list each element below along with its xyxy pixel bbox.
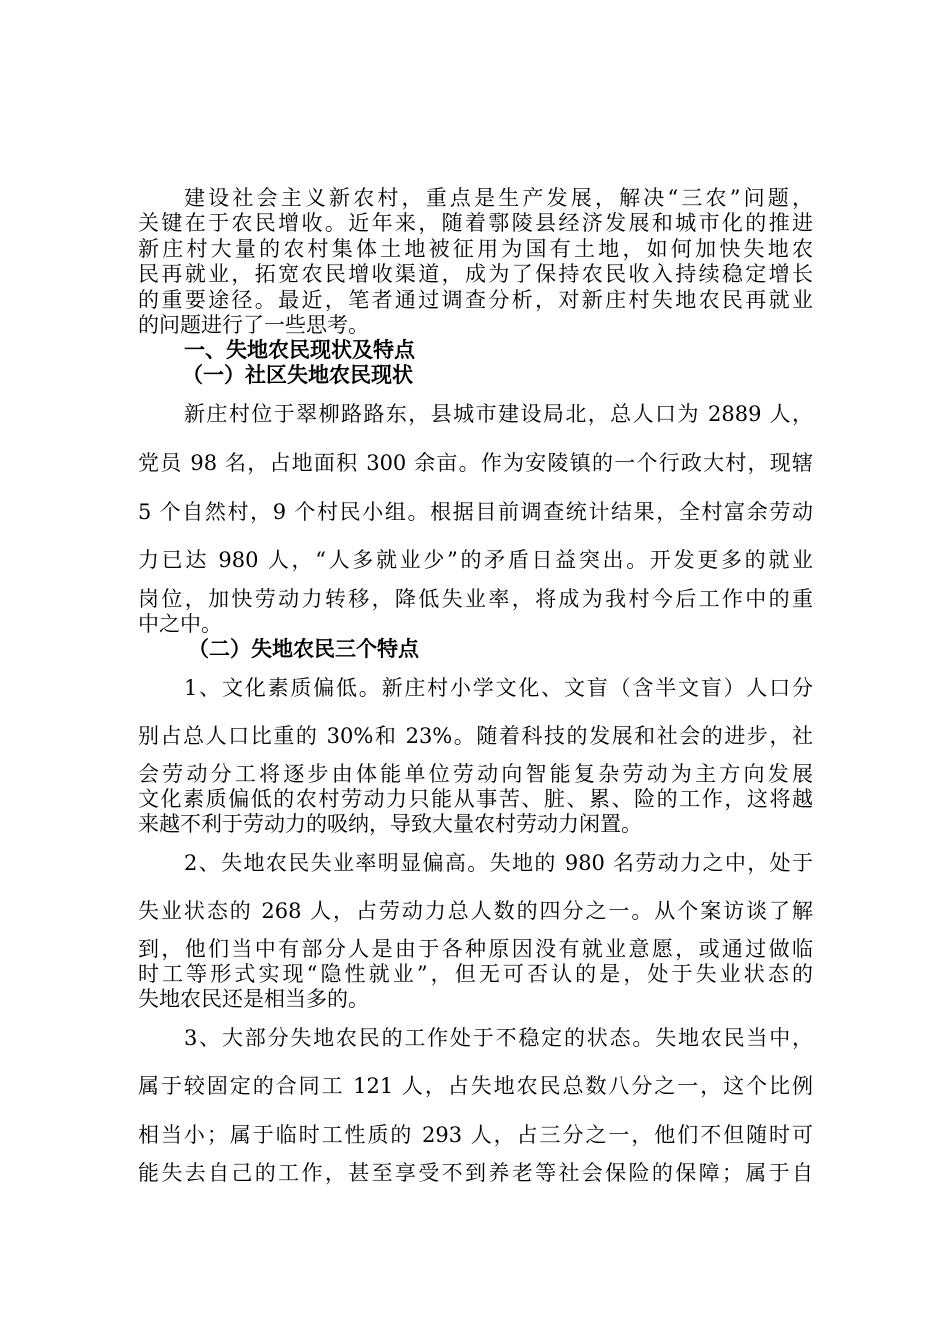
- body-text-line: 1、文化素质偏低。新庄村小学文化、文盲（含半文盲）人口分: [184, 676, 813, 700]
- body-text-line: 2、失地农民失业率明显偏高。失地的 980 名劳动力之中，处于: [184, 851, 813, 875]
- body-text-line: 失业状态的 268 人，占劳动力总人数的四分之一。从个案访谈了解: [138, 899, 813, 923]
- body-text-line: 新庄村位于翠柳路路东，县城市建设局北，总人口为 2889 人，: [184, 402, 813, 426]
- section-heading: 一、失地农民现状及特点: [184, 338, 415, 362]
- body-text-line: 岗位，加快劳动力转移，降低失业率，将成为我村今后工作中的重: [138, 587, 813, 611]
- body-text-line: 中之中。: [138, 612, 222, 636]
- body-text-line: 到，他们当中有部分人是由于各种原因没有就业意愿，或通过做临: [138, 937, 813, 961]
- body-text-line: 属于较固定的合同工 121 人，占失地农民总数八分之一，这个比例: [138, 1074, 813, 1098]
- body-text-line: 的问题进行了一些思考。: [138, 313, 369, 337]
- body-text-line: 民再就业，拓宽农民增收渠道，成为了保持农民收入持续稳定增长: [138, 262, 813, 286]
- subsection-heading: （一）社区失地农民现状: [182, 363, 413, 387]
- body-text-line: 文化素质偏低的农村劳动力只能从事苦、脏、累、险的工作，这将越: [138, 787, 813, 811]
- body-text-line: 别占总人口比重的 30%和 23%。随着科技的发展和社会的进步，社: [138, 724, 813, 748]
- body-text-line: 时工等形式实现“隐性就业”，但无可否认的是，处于失业状态的: [138, 962, 813, 986]
- body-text-line: 相当小；属于临时工性质的 293 人，占三分之一，他们不但随时可: [138, 1123, 813, 1147]
- body-text-line: 党员 98 名，占地面积 300 余亩。作为安陵镇的一个行政大村，现辖: [138, 451, 813, 475]
- body-text-line: 5 个自然村，9 个村民小组。根据目前调查统计结果，全村富余劳动: [138, 500, 813, 524]
- body-text-line: 的重要途径。最近，笔者通过调查分析，对新庄村失地农民再就业: [138, 288, 813, 312]
- body-text-line: 3、大部分失地农民的工作处于不稳定的状态。失地农民当中，: [184, 1026, 813, 1050]
- subsection-heading: （二）失地农民三个特点: [188, 637, 419, 661]
- body-text-line: 力已达 980 人，“人多就业少”的矛盾日益突出。开发更多的就业: [138, 548, 813, 572]
- body-text-line: 来越不利于劳动力的吸纳，导致大量农村劳动力闲置。: [138, 812, 642, 836]
- body-text-line: 建设社会主义新农村，重点是生产发展，解决“三农”问题，: [184, 186, 813, 210]
- body-text-line: 新庄村大量的农村集体土地被征用为国有土地，如何加快失地农: [138, 237, 813, 261]
- body-text-line: 会劳动分工将逐步由体能单位劳动向智能复杂劳动为主方向发展: [138, 762, 813, 786]
- body-text-line: 能失去自己的工作，甚至享受不到养老等社会保险的保障；属于自: [138, 1161, 813, 1185]
- body-text-line: 失地农民还是相当多的。: [138, 987, 369, 1011]
- body-text-line: 关键在于农民增收。近年来，随着鄠陵县经济发展和城市化的推进: [138, 211, 813, 235]
